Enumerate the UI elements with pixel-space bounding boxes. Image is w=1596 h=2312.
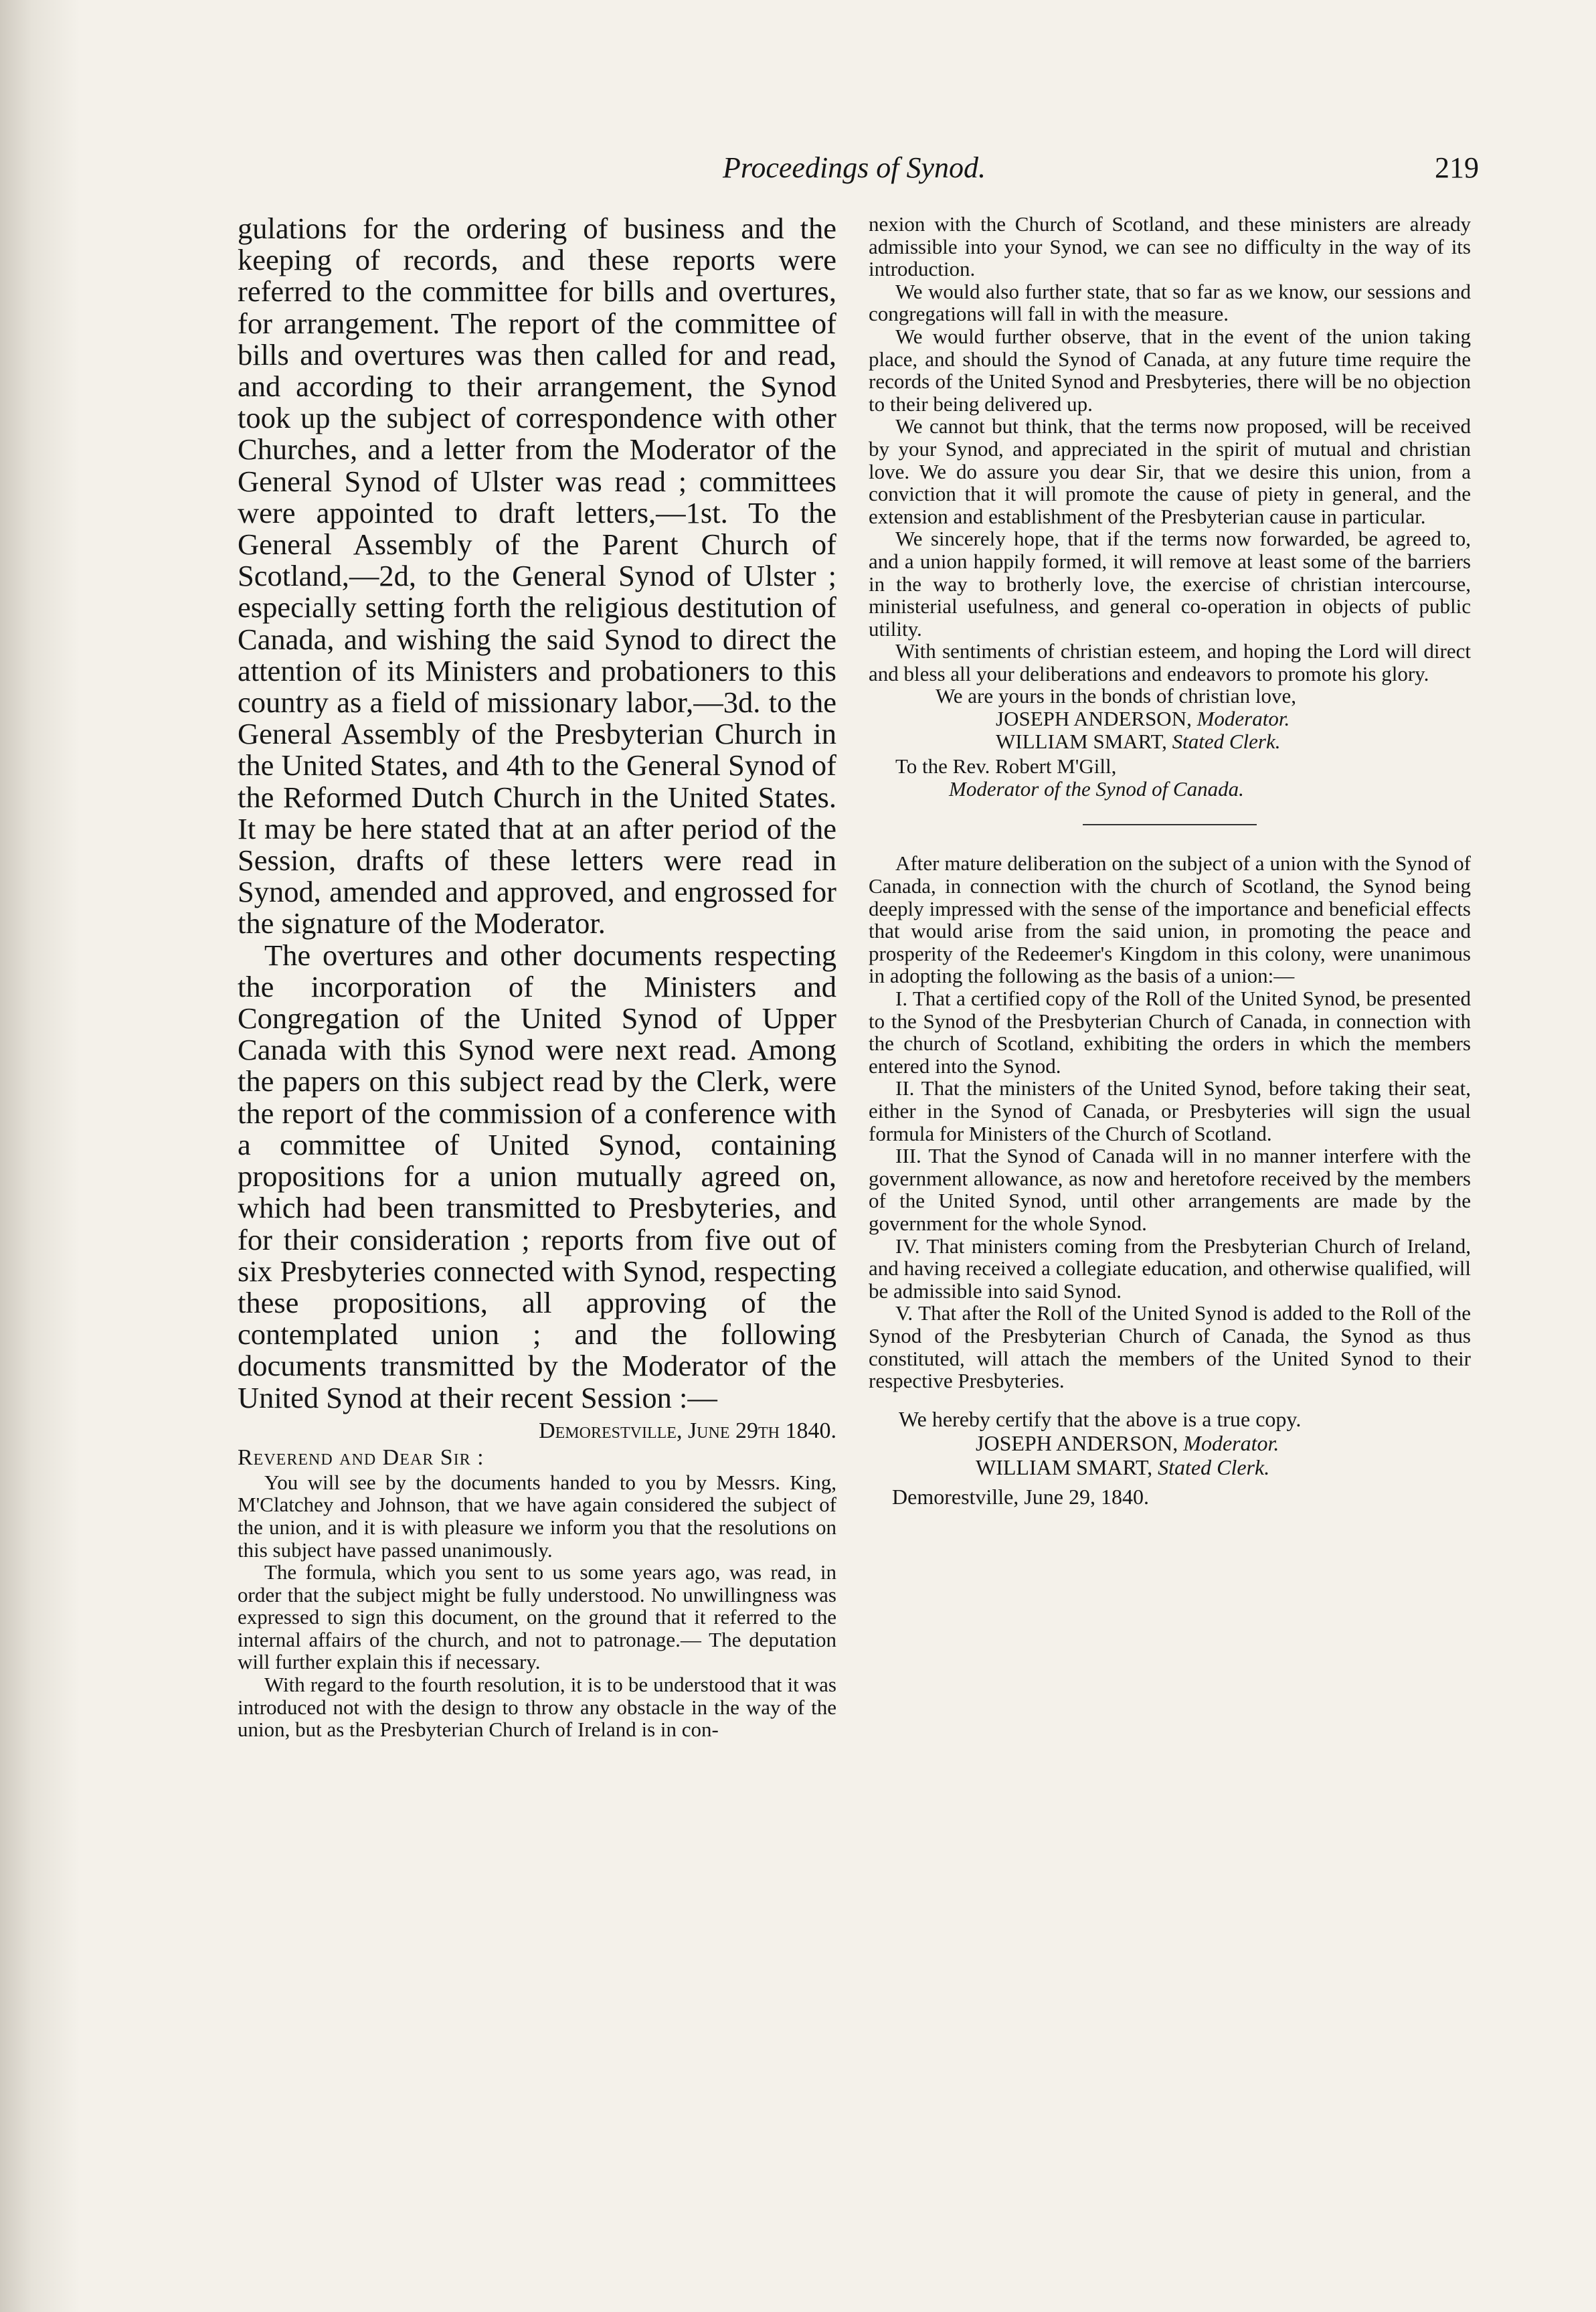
letter-closing: We are yours in the bonds of christian love, [936,684,1297,708]
page-header [241,151,1479,197]
letter-dateline: Demorestville, June 29th 1840. [539,1418,836,1443]
letter-body-left [238,1471,836,1741]
letter-paragraph: With regard to the fourth resolution, it is to be understood that it was introduced not with the design to throw any obstacle in the way of the union, but as the Presbyterian Church of Ireland is in con- [238,1673,836,1742]
addressee-line: To the Rev. Robert M'Gill, [895,754,1117,778]
certification-place-date: Demorestville, June 29, 1840. [892,1484,1149,1509]
certification-signature-moderator [869,1431,1471,1455]
paragraph-overtures: The overtures and other documents respecting the incorporation of the Ministers and Congregation of the United Synod of Upper Canada with this Synod were next read. Among the papers on this subject read by the Clerk, were the report of the commission of a conference with a committee of United Synod, containing propositions for a union mutually agreed on, which had been transmitted to Presbyteries, and for their consideration ; reports from five out of six Presbyteries connected with Synod, respecting these propositions, all approving of the contemplated union ; and the following documents transmitted by the Moderator of the United Synod at their recent Session :— [238,938,836,1414]
certification-statement: We hereby certify that the above is a true copy. [899,1406,1302,1431]
letter-paragraph: You will see by the documents handed to you by Messrs. King, M'Clatchey and Johnson, that we have again considered the subject of the union, and it is with pleasure we inform you that the resolutions on this subject have passed unanimously. [238,1470,836,1562]
letter-paragraph: With sentiments of christian esteem, and hoping the Lord will direct and bless all your deliberations and endeavors to promote his glory. [869,639,1471,685]
deliberation-paragraph: After mature deliberation on the subject of a union with the Synod of Canada, in connection with the church of Scotland, the Synod being deeply impressed with the sense of the importance and beneficial effects that would arise from the said union, in promoting the peace and prosperity of the Redeemer's Kingdom in this colony, were unanimous in adopting the following as the basis of a union:— [869,851,1471,988]
letter-body-right [869,213,1471,708]
signature-name: WILLIAM SMART, [996,729,1167,753]
resolution-item: IV. That ministers coming from the Presbyterian Church of Ireland, and having received a collegiate education, and otherwise qualified, will be admissible into said Synod. [869,1234,1471,1303]
resolutions-text [869,852,1471,1392]
resolution-item: V. That after the Roll of the United Synod is added to the Roll of the Synod of the Presbyterian Church of Canada, the Synod as thus constituted, will attach the members of the United Synod to their respective Presbyteries. [869,1301,1471,1393]
signature-title: Stated Clerk. [1172,729,1281,753]
signature-title: Moderator. [1196,707,1290,731]
letter-salutation: Reverend and Dear Sir : [238,1444,484,1470]
resolution-item: III. That the Synod of Canada will in no manner interfere with the government allowance, as now and heretofore received by the members of the United Synod, until other arrangements are made by the government for the whole Synod. [869,1144,1471,1235]
signature-name: JOSEPH ANDERSON, [996,707,1192,731]
letter-paragraph: We would also further state, that so far as we know, our sessions and congregations will fall in with the measure. [869,279,1471,326]
signature-clerk [869,730,1471,753]
certification-signature-clerk [869,1455,1471,1479]
signature-name: WILLIAM SMART, [976,1455,1153,1479]
addressee-title: Moderator of the Synod of Canada. [949,776,1244,801]
paragraph-business: gulations for the ordering of business and the keeping of records, and these reports were referred to the committee for bills and overtures, for arrangement. The report of the committee of bills and overtures was then called for and read, and according to their arrangement, the Synod took up the subject of correspondence with other Churches, and a letter from the Moderator of the General Synod of Ulster was read ; committees were appointed to draft letters,—1st. To the General Assembly of the Parent Church of Scotland,—2d, to the General Synod of Ulster ; especially setting forth the religious destitution of Canada, and wishing the said Synod to direct the attention of its Ministers and probationers to this country as a field of missionary labor,—3d. to the General Assembly of the Presbyterian Church in the United States, and 4th to the General Synod of the Reformed Dutch Church in the United States. It may be here stated that at an after period of the Session, drafts of these letters were read in Synod, amended and approved, and engrossed for the signature of the Moderator. [238,212,836,940]
resolution-item: I. That a certified copy of the Roll of the United Synod, be presented to the Synod of the Presbyterian Church of Canada, in connection with the church of Scotland, exhibiting the orders in which the members entered into the Synod. [869,987,1471,1078]
signature-moderator [869,708,1471,730]
page-number: 219 [1435,151,1479,184]
right-column [869,213,1471,1509]
left-column [238,213,836,1741]
letter-paragraph: nexion with the Church of Scotland, and these ministers are already admissible into your Synod, we can see no difficulty in the way of its introduction. [869,212,1471,281]
running-head: Proceedings of Synod. [723,151,986,184]
binding-edge [0,0,80,2312]
signature-title: Stated Clerk. [1158,1455,1270,1479]
signature-name: JOSEPH ANDERSON, [976,1430,1178,1455]
letter-paragraph: We would further observe, that in the event of the union taking place, and should the Synod of Canada, at any future time require the records of the United Synod and Presbyteries, there will be no objection to their being delivered up. [869,324,1471,416]
section-divider [1083,824,1257,825]
letter-paragraph: The formula, which you sent to us some years ago, was read, in order that the subject might be fully understood. No unwillingness was expressed to sign this document, on the ground that it referred to the internal affairs of the church, and not to patronage.— The deputation will further explain this if necessary. [238,1560,836,1674]
letter-paragraph: We cannot but think, that the terms now proposed, will be received by your Synod, and appreciated in the spirit of mutual and christian love. We do assure you dear Sir, that we desire this union, from a conviction that it will promote the cause of piety in general, and the extension and establishment of the Presbyterian cause in particular. [869,414,1471,528]
proceedings-text [238,213,836,1414]
signature-title: Moderator. [1183,1430,1279,1455]
letter-paragraph: We sincerely hope, that if the terms now forwarded, be agreed to, and a union happily formed, it will remove at least some of the barriers in the way to brotherly love, the exercise of christian intercourse, ministerial usefulness, and general co-operation in objects of public utility. [869,527,1471,641]
resolution-item: II. That the ministers of the United Synod, before taking their seat, either in the Synod of Canada, or Presbyteries will sign the usual formula for Ministers of the Church of Scotland. [869,1076,1471,1145]
